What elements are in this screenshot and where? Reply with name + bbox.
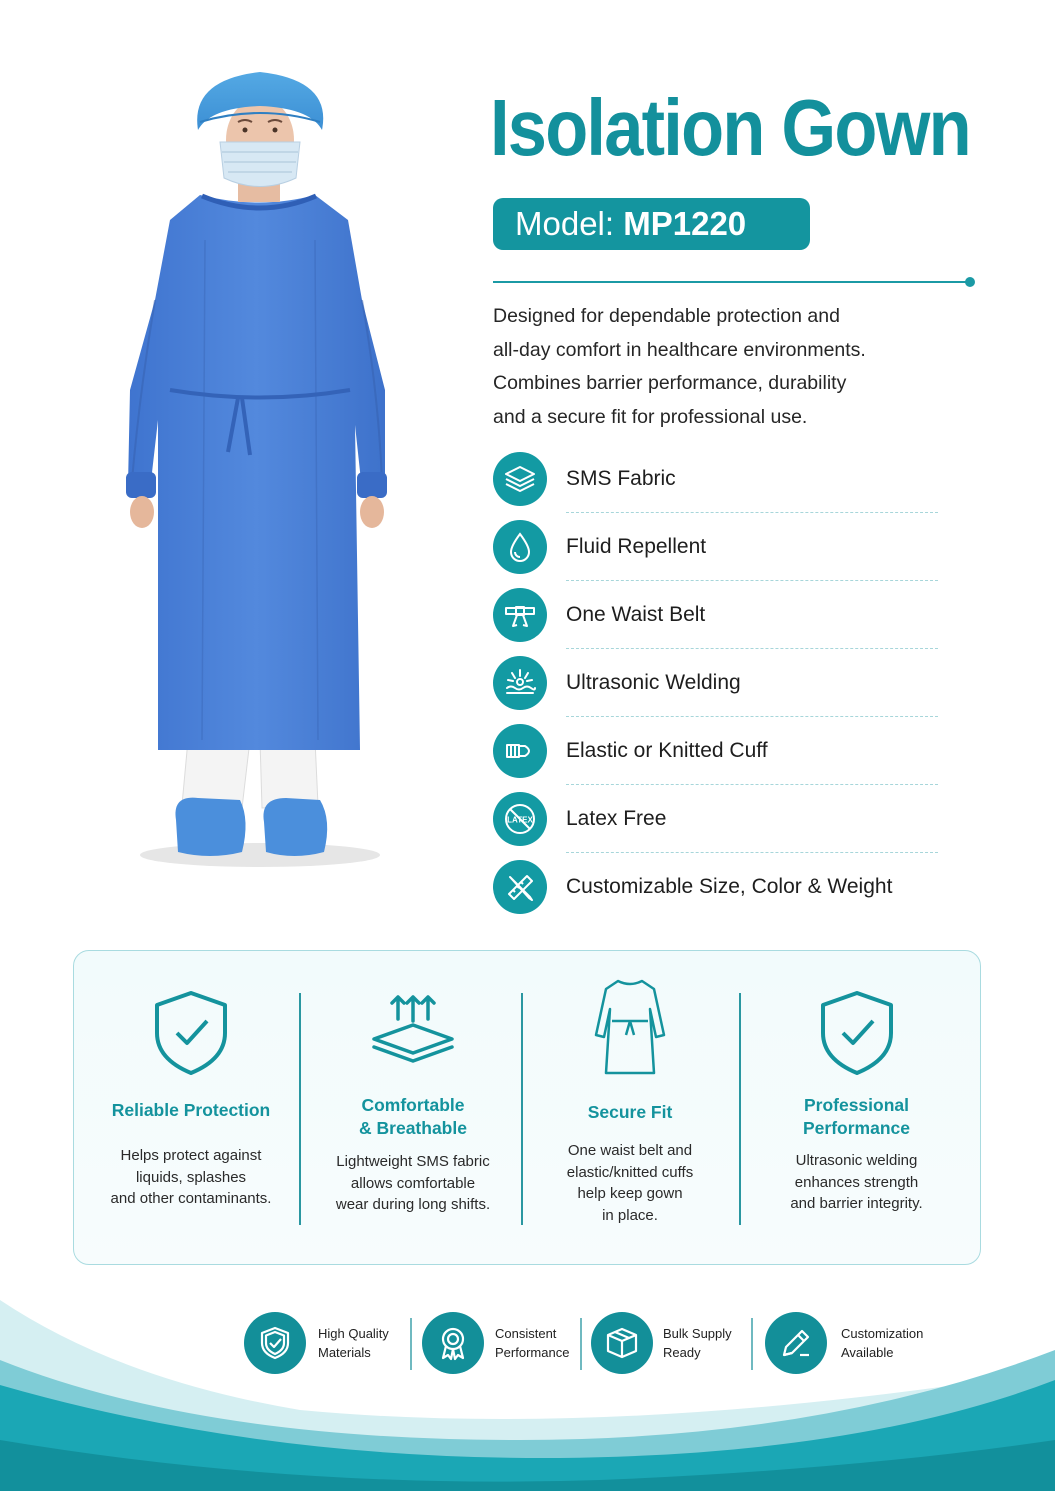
fabric-layers-icon xyxy=(493,452,547,506)
benefit-title: Secure Fit xyxy=(587,1102,673,1122)
benefit-title: Professional Performance xyxy=(803,1095,910,1138)
feature-item-ultrasonic-welding xyxy=(493,656,943,724)
description-line: Designed for dependable protection and xyxy=(493,305,840,327)
footer-badge-label: High Quality Materials xyxy=(318,1326,389,1360)
description-line: all-day comfort in healthcare environments. xyxy=(493,338,866,361)
feature-divider xyxy=(566,784,938,785)
footer-badge-label: Consistent Performance xyxy=(495,1326,570,1360)
title-divider-dot xyxy=(965,277,975,287)
feature-label: Latex Free xyxy=(566,807,667,830)
footer-badge-customization xyxy=(765,1310,935,1374)
title-divider xyxy=(493,281,967,283)
benefit-secure-fit xyxy=(530,951,730,1266)
feature-label: SMS Fabric xyxy=(566,467,676,490)
model-code: MP1220 xyxy=(623,205,747,242)
benefit-divider xyxy=(521,993,523,1225)
footer-badge-label: Bulk Supply Ready xyxy=(663,1326,732,1360)
quality-shield-icon xyxy=(244,1312,306,1374)
benefit-title: Comfortable & Breathable xyxy=(359,1095,467,1138)
model-badge xyxy=(493,198,810,250)
footer-badge-performance xyxy=(422,1310,582,1374)
feature-item-cuff xyxy=(493,724,943,792)
product-photo-isolation-gown xyxy=(110,60,410,870)
description-line: and a secure fit for professional use. xyxy=(493,405,808,428)
box-icon xyxy=(591,1312,653,1374)
feature-label: Customizable Size, Color & Weight xyxy=(566,875,893,898)
benefit-comfortable-breathable xyxy=(308,951,518,1266)
feature-divider xyxy=(566,648,938,649)
award-badge-icon xyxy=(422,1312,484,1374)
feature-divider xyxy=(566,512,938,513)
latex-free-icon xyxy=(493,792,547,846)
svg-text:LATEX: LATEX xyxy=(507,815,533,825)
model-label: Model: xyxy=(515,205,615,242)
benefit-title: Reliable Protection xyxy=(111,1100,271,1120)
benefit-professional-performance xyxy=(749,951,964,1266)
footer-divider xyxy=(580,1318,582,1370)
edit-pencil-icon xyxy=(765,1312,827,1374)
footer-divider xyxy=(410,1318,412,1370)
product-description xyxy=(493,300,913,434)
footer-badge-bulk-supply xyxy=(591,1310,741,1374)
feature-label: Ultrasonic Welding xyxy=(566,671,741,694)
footer-badge-label: Customization Available xyxy=(841,1326,924,1360)
footer-badge-quality xyxy=(244,1310,404,1374)
feature-item-waist-belt xyxy=(493,588,943,656)
feature-label: Fluid Repellent xyxy=(566,535,707,558)
page-title: Isolation Gown xyxy=(490,83,970,172)
footer-badges xyxy=(0,1310,1055,1380)
benefit-reliable-protection xyxy=(86,951,296,1266)
benefits-panel xyxy=(73,950,981,1265)
feature-item-latex-free xyxy=(493,792,943,860)
footer-divider xyxy=(751,1318,753,1370)
feature-label: Elastic or Knitted Cuff xyxy=(566,739,768,762)
shield-check-icon xyxy=(151,989,231,1077)
water-drop-icon xyxy=(493,520,547,574)
feature-divider xyxy=(566,852,938,853)
benefit-description: One waist belt and elastic/knitted cuffs help keep gown in place. xyxy=(566,1142,694,1224)
feature-divider xyxy=(566,716,938,717)
ruler-pencil-icon xyxy=(493,860,547,914)
feature-list xyxy=(493,452,943,928)
feature-divider xyxy=(566,580,938,581)
benefit-divider xyxy=(299,993,301,1225)
feature-item-customizable xyxy=(493,860,943,928)
benefit-divider xyxy=(739,993,741,1225)
breathable-layers-icon xyxy=(368,991,458,1071)
shield-check-icon xyxy=(817,989,897,1077)
ultrasonic-welding-icon xyxy=(493,656,547,710)
benefit-description: Lightweight SMS fabric allows comfortable wear during long shifts. xyxy=(335,1153,491,1213)
feature-item-sms-fabric xyxy=(493,452,943,520)
gown-icon xyxy=(592,975,668,1079)
benefit-description: Helps protect against liquids, splashes and other contaminants. xyxy=(110,1147,272,1207)
cuff-icon xyxy=(493,724,547,778)
feature-label: One Waist Belt xyxy=(566,603,706,626)
description-line: Combines barrier performance, durability xyxy=(493,372,847,394)
benefit-description: Ultrasonic welding enhances strength and barrier integrity. xyxy=(790,1152,923,1212)
feature-item-fluid-repellent xyxy=(493,520,943,588)
waist-belt-icon xyxy=(493,588,547,642)
